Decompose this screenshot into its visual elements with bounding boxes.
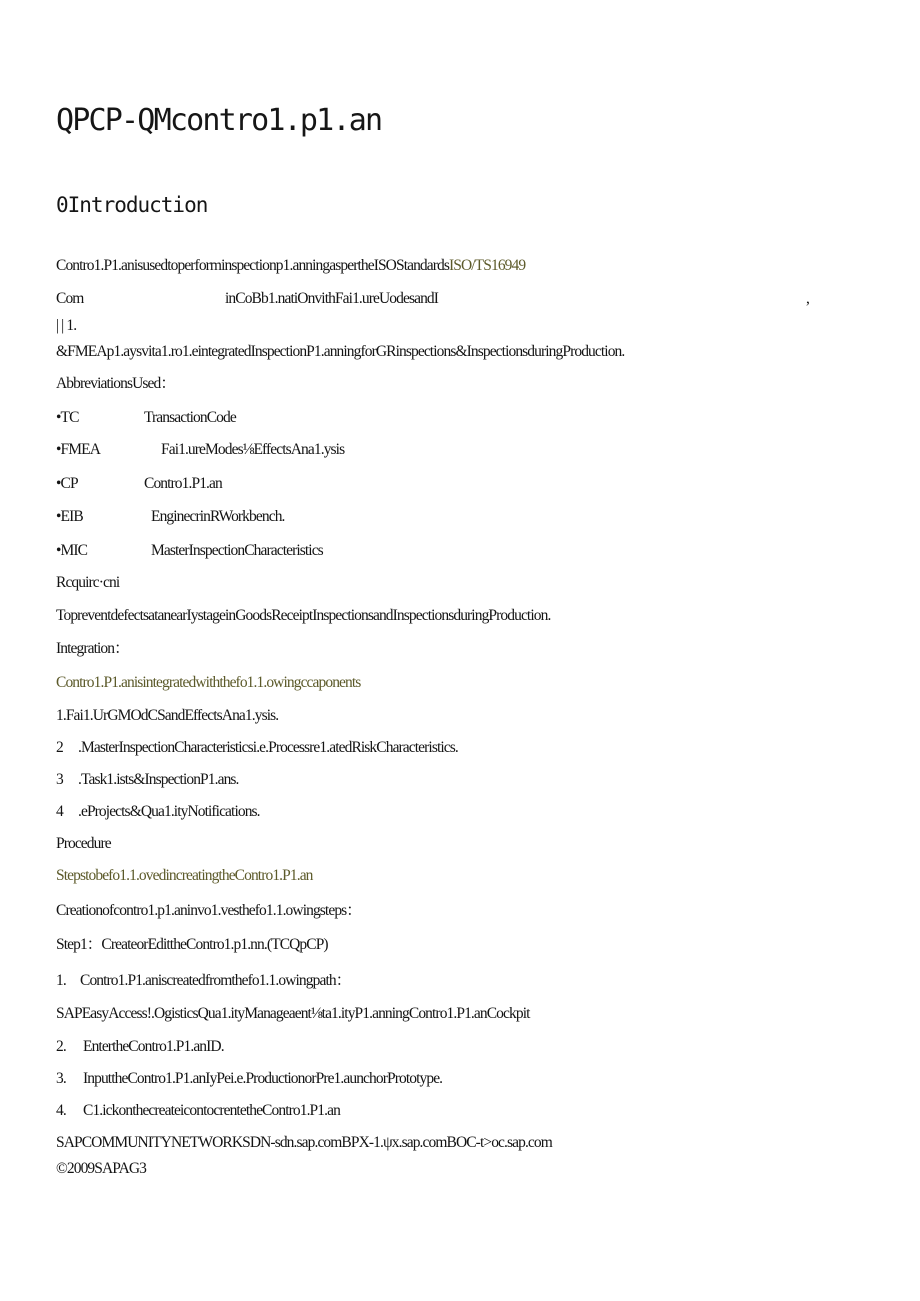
procedure-intro: Creationofcontro1.p1.aninvo1.vesthefo1.1.owingsteps： [56,902,361,919]
abbreviation-key: •EIB [56,508,83,525]
abbreviation-value: TransactionCode [144,409,236,426]
abbreviation-value: EnginecrinRWorkbench. [151,508,285,525]
intro-line-1 [56,257,525,275]
abbreviation-key: •CP [56,475,78,492]
list-item-number: 2 [56,739,63,756]
list-item-number: 1. [56,707,66,724]
list-item-number: 3 [56,771,63,788]
abbreviation-value: Fai1.ureModes⅛EffectsAna1.ysis [161,441,345,458]
intro-line-3: | | 1. [56,317,77,334]
abbreviation-key: •TC [56,409,79,426]
abbreviation-value: Contro1.P1.an [144,475,222,492]
list-item-text: .eProjects&Qua1.ityNotifications. [78,803,260,820]
abbreviation-value: MasterInspectionCharacteristics [151,542,323,559]
list-item-number: 4. [56,1102,66,1119]
requirement-heading: Rcquirc·cni [56,574,120,591]
intro-line-2-part-c: , [806,290,809,307]
navigation-path: SAPEasyAccess!.OgisticsQua1.ityManageaent⅛ta1.ityP1.anningContro1.P1.anCockpit [56,1005,530,1022]
intro-line-4: &FMEAp1.aysvita1.ro1.eintegratedInspectionP1.anningforGRinspections&InspectionsduringProduction. [56,343,625,360]
list-item-number: 2. [56,1038,66,1055]
abbreviation-key: •FMEA [56,441,100,458]
procedure-subheading: Stepstobefo1.1.ovedincreatingtheContro1.P1.an [56,867,313,884]
list-item-text: .MasterInspectionCharacteristicsi.e.Processre1.atedRiskCharacteristics. [78,739,458,756]
list-item-text: C1.ickonthecreateicontocrentetheContro1.P1.an [83,1102,340,1119]
intro-line-2-part-b: inCoBb1.natiOnvithFai1.ureUodesandI [225,290,439,307]
page-title: QPCP-QMcontro1.p1.an [56,103,382,138]
intro-line-1-text: Contro1.P1.anisusedtoperforminspectionp1.anningaspertheISOStandards [56,257,449,274]
abbreviation-key: •MIC [56,542,88,559]
list-item-text: EntertheContro1.P1.anID. [83,1038,224,1055]
list-item-text: InputtheContro1.P1.anIyPei.e.ProductionorPre1.aunchorPrototype. [83,1070,443,1087]
list-item-text: .Task1.ists&InspectionP1.ans. [78,771,239,788]
integration-heading: Integration： [56,640,129,657]
list-item-text: Contro1.P1.aniscreatedfromthefo1.1.owingpath： [80,972,351,989]
list-item-text: Fai1.UrGMOdCSandEffectsAna1.ysis. [65,707,279,724]
footer-links: SAPCOMMUNITYNETWORKSDN-sdn.sap.comBPX-1.ψx.sap.comBOC-t>oc.sap.com [56,1134,552,1151]
abbreviations-heading: AbbreviationsUsed： [56,375,175,392]
requirement-text: TopreventdefectsatanearIystageinGoodsReceiptInspectionsandInspectionsduringProduction. [56,607,551,624]
integration-subheading: Contro1.P1.anisintegratedwiththefo1.1.owingccaponents [56,674,361,691]
integration-list-item [56,707,278,725]
list-item-number: 1. [56,972,66,989]
intro-line-2-part-a: Com [56,290,84,307]
iso-standard-link[interactable]: ISO/TS16949 [449,257,526,274]
procedure-step-1-heading: Step1：CreateorEdittheContro1.p1.nn.(TCQpCP) [56,936,328,953]
list-item-number: 4 [56,803,63,820]
section-heading-introduction: 0Introduction [56,193,208,217]
footer-copyright: ©2009SAPAG3 [56,1160,147,1177]
list-item-number: 3. [56,1070,66,1087]
procedure-heading: Procedure [56,835,111,852]
